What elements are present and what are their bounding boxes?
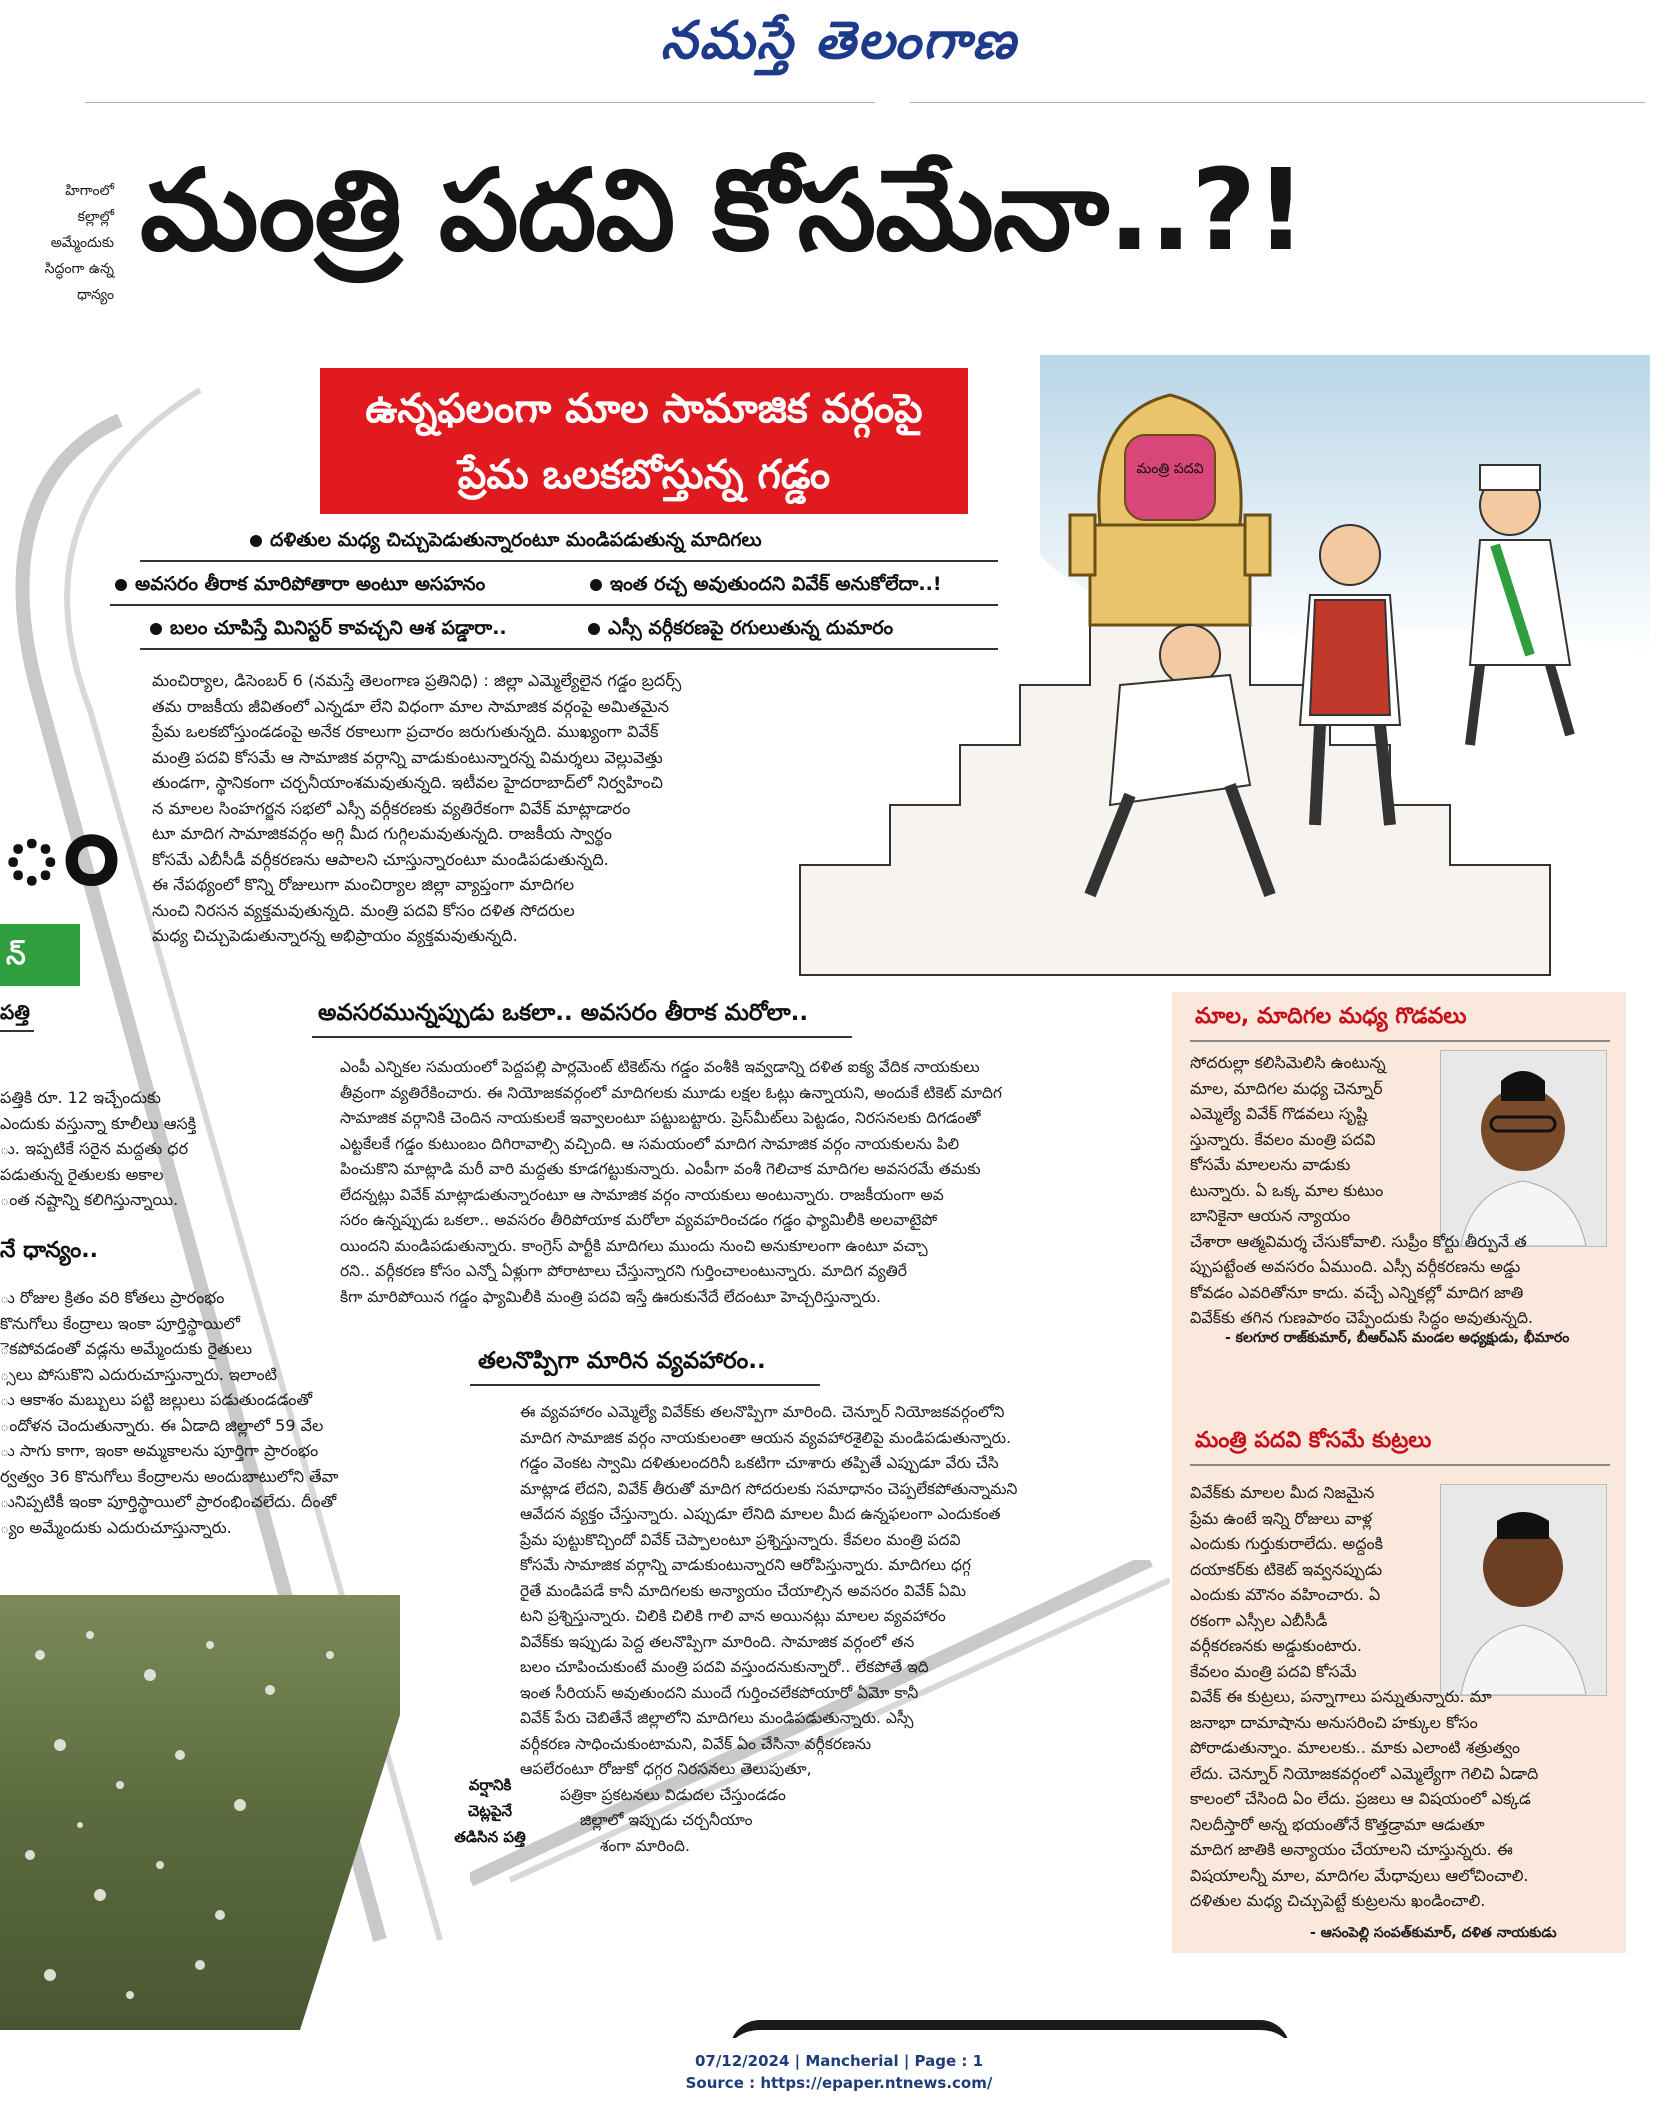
bullet-text: ఇంత రచ్చ అవుతుందని వివేక్ అనుకోలేదా..! [610,573,942,595]
sidebar2-line: నిలదీస్తారో అన్న భయంతోనే కొత్తడ్రామా ఆడుతూ [1190,1814,1485,1834]
sidebar1-rule [1190,1040,1610,1042]
section2-line: వివేక్ పేరు చెబితేనే జిల్లాలోని మాదిగలు మండిపడుతున్నారు. ఎస్సీ [520,1709,914,1727]
sidebar2-line: వర్గీకరణనకు అడ్డుకుంటారు. [1190,1636,1362,1655]
intro-paragraph [152,668,762,949]
left-para-line: ు ఆకాశం మబ్బులు పట్టి జల్లులు పడుతుండడంతో [0,1390,313,1409]
sidebar2-line: కాలంలో చేసింది ఏం లేదు. ప్రజలు ఆ విషయంలో ఎక్కడ [1190,1789,1531,1808]
left-heading-grain: నే ధాన్యం.. [0,1238,98,1263]
sidebar2-line: జనాభా దామాషాను అనుసరించి హక్కుల కోసం [1190,1712,1478,1732]
sidebar2-signature: - ఆసంపెల్లి సంపత్‌కుమార్, దళిత నాయకుడు [1310,1925,1557,1941]
sidebar1-line: బానికైనా ఆయన న్యాయం [1190,1206,1351,1225]
intro-line: ప్రేమ ఒలకబోస్తుండడంపై అనేక రకాలుగా ప్రచారం జరుగుతున్నది. ముఖ్యంగా వివేక్ [152,722,659,741]
sidebar1-line: వివేక్‌కు తగిన గుణపాఠం చెప్పేందుకు సిద్ధం అవుతున్నది. [1190,1308,1534,1327]
left-green-box: న్ [0,924,80,986]
sidebar2-line: దళితుల మధ్య చిచ్చుపెట్టే కుట్రలను ఖండించాలి. [1190,1891,1486,1910]
left-para-line: పడుతున్న రైతులకు అకాల [0,1164,164,1184]
left-para-line: ్సలు పోసుకొని ఎదురుచూస్తున్నారు. ఇలాంటి [0,1364,277,1384]
section1-line: ఎట్టకేలకే గడ్డం కుటుంబం దిగిరావాల్సి వచ్చింది. ఆ సమయంలో మాదిగ సామాజిక వర్గం నాయకులను పిలి [340,1134,960,1153]
section1-title: అవసరమున్నప్పుడు ఒకలా.. అవసరం తీరాక మరోలా.. [318,1000,809,1026]
section2-line: ఈ వ్యవహారం ఎమ్మెల్యే వివేక్‌కు తలనొప్పిగా మారింది. చెన్నూర్ నియోజకవర్గంలోని [520,1403,1005,1421]
bullet-dot-icon [150,623,162,635]
bullet-text: బలం చూపిస్తే మినిస్టర్ కావచ్చని ఆశ పడ్డారా.. [170,617,507,639]
sidebar2-title: మంత్రి పదవి కోసమే కుట్రలు [1195,1428,1432,1453]
sidebar2-line: మాదిగ జాతికి అన్యాయం చేయాలని చూస్తున్నరు. ఈ [1190,1840,1513,1859]
sidebar2-line: విషయాలన్నీ మాల, మాదిగల మేధావులు ఆలోచించాలి. [1190,1865,1529,1885]
left-caption-line: కల్లాల్లో [77,209,114,225]
cotton-field-photo [0,1595,400,2030]
left-para-line: ఎందుకు వస్తున్నా కూలీలు ఆసక్తి [0,1113,197,1133]
section2-line: గడ్డం వెంకట స్వామి దళితులందరినీ ఒకటిగా చూశారు తప్పితే ఎప్పుడూ వేరు చేసి [520,1454,999,1472]
sidebar1-line: స్తున్నారు. కేవలం మంత్రి పదవి [1190,1129,1376,1149]
left-big-fragment: ం [0,781,120,909]
intro-line: తుండగా, స్థానికంగా చర్చనీయాంశమవుతున్నది. ఇటీవల హైదరాబాద్‌లో నిర్వహించి [152,773,663,792]
section2-line: వివేక్‌కు ఇప్పుడు పెద్ద తలనొప్పిగా మారింది. సామాజిక వర్గంలో తన [520,1632,915,1651]
intro-line: కోసమే ఎబీసీడీ వర్గీకరణను ఆపాలని చూస్తున్నారంటూ మండిపడుతున్నది. [152,849,609,869]
subheadline-line: ప్రేమ ఒలకబోస్తున్న గడ్డం [457,452,831,498]
sidebar2-line: వివేక్ ఈ కుట్రలు, పన్నాగాలు పన్నుతున్నారు. మా [1190,1687,1492,1706]
section2-line: కోసమే సామాజిక వర్గాన్ని వాడుకుంటున్నారని ఆరోపిస్తున్నారు. మాదిగలు ధగ్గ [520,1556,971,1574]
bullet-dot-icon [115,579,127,591]
section1-line: కిగా మారిపోయిన గడ్డం ఫ్యామిలీకి మంత్రి పదవి ఇస్తే ఊరుకునేదే లేదంటూ హెచ్చరిస్తున్నారు. [340,1287,881,1306]
section2-line: శంగా మారింది. [600,1836,690,1855]
sidebar2-line: లేదు. చెన్నూర్ నియోజకవర్గంలో ఎమ్మెల్యేగా గెలిచి ఏడాది [1190,1763,1539,1783]
section2-line: బలం చూపించుకుంటే మంత్రి పదవి వస్తుందనుకున్నారో.. లేకపోతే ఇది [520,1658,929,1676]
sidebar1-line: మాల, మాదిగల మధ్య చెన్నూర్ [1190,1078,1383,1098]
section2-line: ఆపలేరంటూ రోజుకో ధగ్గర నిరసనలు తెలుపుతూ, [520,1760,812,1778]
bullet-item [115,573,485,600]
left-para-line: ్యం అమ్మేందుకు ఎదురుచూస్తున్నారు. [0,1517,232,1537]
main-headline: మంత్రి పదవి కోసమేనా..?! [140,146,1306,276]
left-para-line: ునిప్పటికీ ఇంకా పూర్తిస్థాయిలో ప్రారంభించలేదు. దీంతో [0,1492,337,1511]
section1-line: పించుకొని మాట్లాడి మరీ వారి మద్దతు కూడగట్టుకున్నారు. ఎంపీగా వంశీ గెలిచాక మాదిగల అవసరమే తమకు [340,1160,981,1178]
subheadline-line: ఉన్నఫలంగా మాల సామాజిక వర్గంపై [365,386,923,432]
sidebar2-rule [1190,1464,1610,1466]
section2-title-rule [470,1384,820,1386]
left-para-line: ు రోజుల క్రితం వరి కోతలు ప్రారంభం [0,1288,225,1307]
left-caption-line: అమ్మేందుకు [50,235,114,251]
intro-line: మంత్రి పదవి కోసమే ఆ సామాజిక వర్గాన్ని వాడుకుంటున్నారన్న విమర్శలు వెల్లువెత్తు [152,747,663,767]
left-para-line: కొనుగోలు కేంద్రాలు ఇంకా పూర్తిస్థాయిలో [0,1313,240,1333]
sidebar1-line: కోవడం ఎవరితోనూ కాదు. వచ్చే ఎన్నికల్లో మాదిగ జాతి [1190,1282,1524,1302]
left-para-line: ెకపోవడంతో వడ్లను అమ్మేందుకు రైతులు [0,1339,253,1358]
section2-line: జిల్లాలో ఇప్పుడు చర్చనీయాం [580,1811,753,1829]
section2-line: వర్గీకరణ సాధించుకుంటామని, వివేక్ ఏం చేసినా వర్గీకరణను [520,1734,872,1753]
left-para-line: ు సాగు కాగా, ఇంకా అమ్మకాలను పూర్తిగా ప్రారంభం [0,1441,319,1460]
section1-title-rule [312,1036,852,1038]
section2-line: టని ప్రశ్నిస్తున్నారు. చిలికి చిలికి గాలి వాన అయినట్లు మాలల వ్యవహారం [520,1607,946,1625]
intro-line: మధ్య చిచ్చుపెడుతున్నారన్న అభిప్రాయం వ్యక్తమవుతున్నది. [152,926,518,945]
sidebar1-body [1190,1050,1605,1331]
page-footer [0,2050,1678,2094]
sidebar1-line: సోదరుల్లా కలిసిమెలిసి ఉంటున్న [1190,1053,1386,1072]
sidebar2-body [1190,1480,1605,1914]
footer-source: Source : https://epaper.ntnews.com/ [685,2074,993,2092]
intro-line: టూ మాదిగ సామాజికవర్గం అగ్గి మీద గుగ్గిలమవుతున్నది. రాజకీయ స్వార్థం [152,824,612,843]
bullet-text: అవసరం తీరాక మారిపోతారా అంటూ అసహనం [135,573,486,595]
left-heading-cotton: పత్తి [0,1000,30,1024]
left-caption-line: హిగాంలో [65,183,114,199]
masthead-rule-right [910,102,1645,103]
section1-line: లేదన్నట్లు వివేక్ మాట్లాడుతున్నారంటూ ఆ సామాజిక వర్గం నాయకులు అంటున్నారు. రాజకీయంగా అవ [340,1185,944,1204]
section1-line: రని.. వర్గీకరణ కోసం ఎన్నో ఏళ్లుగా పోరాటాలు చేస్తున్నారని గుర్తించాలంటున్నారు. మాదిగ వ్యతిరే [340,1262,907,1280]
masthead-rule-left [85,102,875,103]
left-top-caption [42,178,114,308]
left-heading-rule [0,1030,34,1032]
bullet-item [150,617,507,644]
bullet-dot-icon [588,623,600,635]
sidebar1-line: టున్నారు. ఏ ఒక్క మాల కుటుం [1190,1180,1384,1200]
bullet-text: దళితుల మధ్య చిచ్చుపెడుతున్నారంటూ మండిపడుతున్న మాదిగలు [270,529,762,551]
section2-line: ఇంత సీరియస్ అవుతుందని ముందే గుర్తించలేకపోయారో ఏమో కానీ [520,1683,919,1702]
bullet-dot-icon [250,535,262,547]
intro-line: మంచిర్యాల, డిసెంబర్ 6 (నమస్తే తెలంగాణ ప్రతినిధి) : జిల్లా ఎమ్మెల్యేలైన గడ్డం బ్రదర్స్ [152,671,682,690]
caption-line: చెట్లపైనే [467,1802,513,1820]
next-headline-fragment [730,2020,1290,2038]
bullet-dot-icon [590,579,602,591]
throne-label: మంత్రి పదవి [1136,461,1204,477]
section2-line: మాట్లాడ లేదని, వివేక్ తీరుతో మాదిగ సోదరులకు సమాధానం చెప్పలేకపోతున్నామని [520,1479,1018,1498]
sidebar2-line: దయాకర్‌కు టికెట్ ఇవ్వనప్పుడు [1190,1559,1383,1579]
political-cartoon [790,355,1670,990]
caption-line: వర్షానికి [468,1776,512,1794]
sidebar2-line: పోరాడుతున్నాం. మాలలకు.. మాకు ఎలాంటి శత్రుత్వం [1190,1738,1520,1757]
left-para-line: ు. ఇప్పటికే సరైన మద్దతు ధర [0,1139,189,1158]
next-headline-stroke [730,2020,1290,2038]
sidebar2-line: వివేక్‌కు మాలల మీద నిజమైన [1190,1483,1375,1502]
section2-line: రైతే మండిపడే కానీ మాదిగలకు అన్యాయం చేయాల్సిన అవసరం వివేక్ ఏమి [520,1581,967,1600]
intro-line: నుంచి నిరసన వ్యక్తమవుతున్నది. మంత్రి పదవి కోసం దళిత సోదరుల [152,900,575,920]
section1-line: సరం ఉన్నప్పుడు ఒకలా.. అవసరం తీరిపోయాక మరోలా వ్యవహరించడం గడ్డం ఫ్యామిలీకి అలవాటైపో [340,1211,938,1229]
masthead-logo: నమస్తే తెలంగాణ [660,10,1018,71]
section1-line: ఎంపీ ఎన్నికల సమయంలో పెద్దపల్లి పార్లమెంట్ టికెట్‌ను గడ్డం వంశీకి ఇవ్వడాన్ని దళిత ఐక్య వేదిక నాయకులు [340,1058,980,1076]
sidebar2-line: ఎందుకు గుర్తుకురాలేదు. అద్దంకి [1190,1534,1383,1553]
sidebar1-line: ఎమ్మెల్యే వివేక్ గొడవలు సృష్టి [1190,1104,1368,1123]
sidebar1-title: మాల, మాదిగల మధ్య గొడవలు [1195,1004,1467,1029]
left-para-line: ర్వత్వం 36 కొనుగోలు కేంద్రాలను అందుబాటులోని తేవా [0,1466,339,1486]
section2-line: మాదిగ సామాజిక వర్గం నాయకులంతా ఆయన వ్యవహారశైలిపై మండిపడుతున్నారు. [520,1428,1012,1447]
sidebar2-line: కేవలం మంత్రి పదవి కోసమే [1190,1661,1357,1681]
intro-line: ఈ నేపథ్యంలో కొన్ని రోజులుగా మంచిర్యాల జిల్లా వ్యాప్తంగా మాదిగల [152,875,575,894]
intro-line: తమ రాజకీయ జీవితంలో ఎన్నడూ లేని విధంగా మాల సామాజిక వర్గంపై అమితమైన [152,696,670,716]
section2-title: తలనొప్పిగా మారిన వ్యవహారం.. [478,1348,766,1374]
section2-body [520,1400,1150,1859]
section1-line: యిందని మండిపడుతున్నారు. కాంగ్రెస్ పార్టీకి మాదిగలు ముందు నుంచి అనుకూలంగా ఉంటూ వచ్చా [340,1236,928,1255]
left-para-line: ంత నష్టాన్ని కలిగిస్తున్నాయి. [0,1190,179,1209]
section1-line: సామాజిక వర్గానికి చెందిన నాయకులకే ఇవ్వాలంటూ పట్టుబట్టారు. ప్రెస్‌మీట్‌లు పెట్టడం, నిరసనలకు దిగడంతో [340,1109,981,1127]
sidebar2-line: రకంగా ఎస్సీల ఎబీసీడీ [1190,1610,1328,1630]
sidebar1-line: చేశారా ఆత్మవిమర్శ చేసుకోవాలి. సుప్రీం కోర్టు తీర్పునే త [1190,1231,1527,1251]
sidebar1-signature: - కలగూర రాజ్‌కుమార్, బీఆర్ఎస్ మండల అధ్యక్షుడు, భీమారం [1225,1330,1570,1346]
section2-line: ప్రేమ పుట్టుకొచ్చిందో వివేక్ చెప్పాలంటూ ప్రశ్నిస్తున్నారు. కేవలం మంత్రి పదవి [520,1530,961,1549]
sidebar1-line: కోసమే మాలలను వాడుకు [1190,1155,1351,1174]
left-caption-line: సిద్ధంగా ఉన్న [44,261,114,277]
section2-line: పత్రికా ప్రకటనలు విడుదల చేస్తుండడం [560,1785,786,1804]
left-para-cotton [0,1085,196,1213]
bullet-item [250,529,762,556]
sidebar2-line: ప్రేమ ఉంటే ఇన్ని రోజులు వాళ్ల [1190,1508,1373,1528]
left-para-line: పత్తికి రూ. 12 ఇచ్చేందుకు [0,1088,161,1107]
left-para-grain [0,1285,338,1540]
left-para-line: ందోళన చెందుతున్నారు. ఈ ఏడాది జిల్లాలో 59 వేల [0,1415,324,1435]
section2-line: ఆవేదన వ్యక్తం చేస్తున్నారు. ఎప్పుడూ లేనిది మాలల మీద ఉన్నఫలంగా ఎందుకంత [520,1505,1001,1523]
footer-date-edition: 07/12/2024 | Mancherial | Page : 1 [694,2052,984,2070]
sidebar2-line: ఎందుకు మౌనం వహించారు. ఏ [1190,1585,1381,1604]
caption-line: తడిసిన పత్తి [454,1828,526,1846]
left-caption-line: ధాన్యం [76,287,114,303]
intro-line: న మాలల సింహగర్జన సభలో ఎస్సీ వర్గీకరణకు వ్యతిరేకంగా వివేక్ మాట్లాడారం [152,798,631,818]
sidebar1-line: ప్పుపట్టేంత అవసరం ఏముంది. ఎస్సీ వర్గీకరణను అడ్డు [1190,1257,1521,1276]
section1-line: తీవ్రంగా వ్యతిరేకించారు. ఈ నియోజకవర్గంలో మాదిగలకు మూడు లక్షల ఓట్లు ఉన్నాయని, అందుకే టికెట్ మాదిగ [340,1083,1002,1102]
section1-body [340,1055,1145,1310]
bullet-text: ఎస్సీ వర్గీకరణపై రగులుతున్న దుమారం [608,617,894,639]
